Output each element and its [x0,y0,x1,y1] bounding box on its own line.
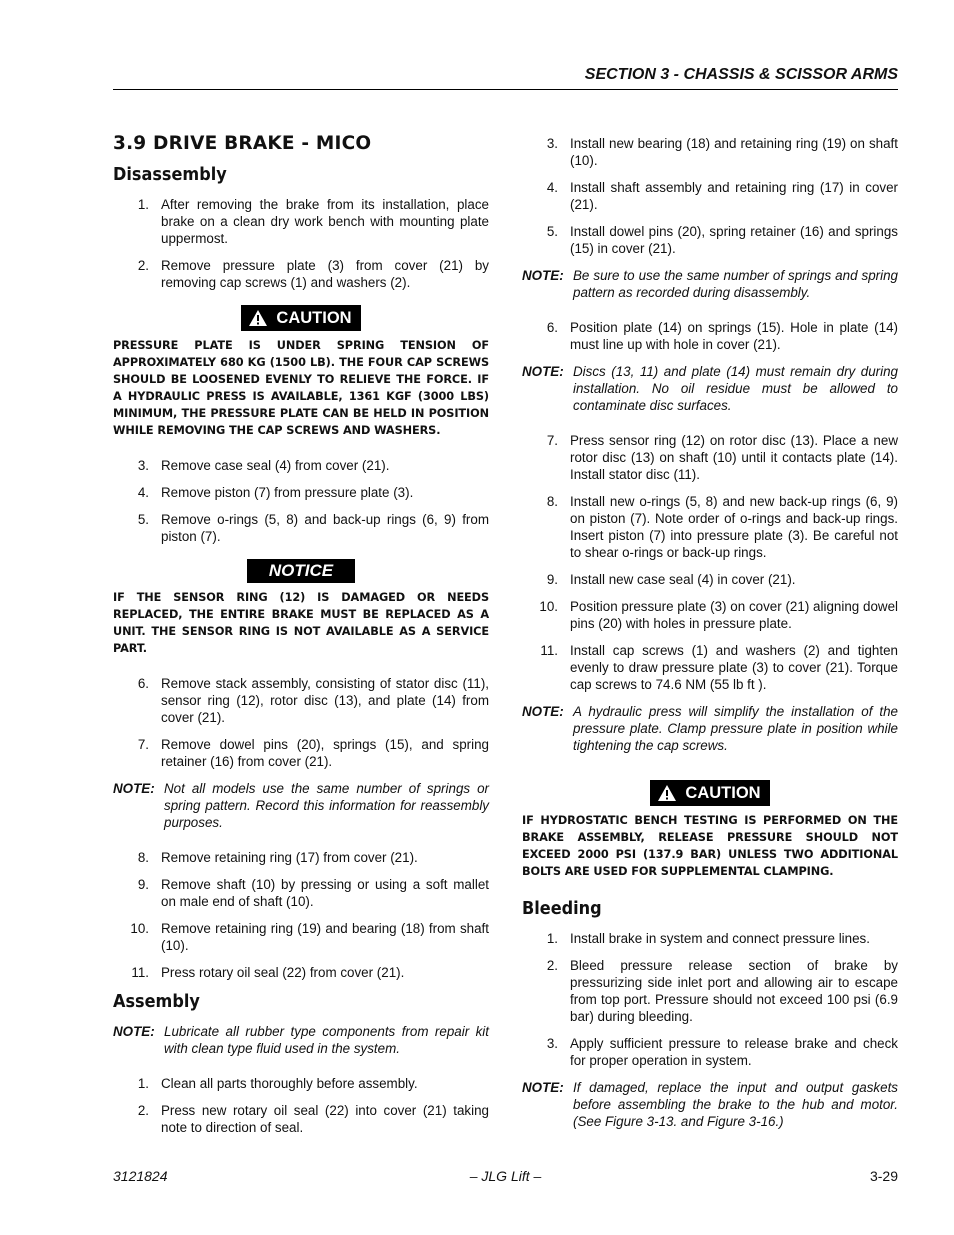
list-item [522,493,898,561]
list-item [113,849,489,866]
step-number: 10. [130,921,149,936]
note [522,1079,898,1130]
notice-text: IF THE SENSOR RING (12) IS DAMAGED OR NEEDS REPLACED, THE ENTIRE BRAKE MUST BE REPLACED AS A UNIT. THE SENSOR RING IS NOT AVAILABLE AS A SERVICE PART. [113,591,489,655]
step-number: 11. [540,643,558,658]
warning-triangle-icon [657,784,677,802]
left-column [113,132,489,1146]
list-item [522,571,898,588]
note-label: NOTE: [522,268,564,283]
step-number: 2. [546,958,558,973]
list-item [113,1102,489,1136]
note [522,267,898,301]
caution-label: CAUTION [276,308,352,327]
doc-number: 3121824 [113,1168,168,1184]
list-item [522,319,898,353]
step-number: 2. [137,258,149,273]
step-number: 5. [137,512,149,527]
list-item [113,876,489,910]
disassembly-steps-a [113,196,489,291]
caution-banner [522,780,898,806]
step-number: 6. [546,320,558,335]
step-number: 7. [137,737,149,752]
disassembly-steps-d [113,849,489,981]
assembly-heading: Assembly [113,992,200,1012]
note-label: NOTE: [113,1024,155,1039]
right-column [522,135,898,1148]
step-number: 9. [546,572,558,587]
list-item [522,179,898,213]
step-text: Install cap screws (1) and washers (2) and tighten evenly to draw pressure plate (3) to cover (21). Torque cap screws to 74.6 NM (55 lb ft ). [570,643,898,692]
step-text: Remove stack assembly, consisting of stator disc (11), sensor ring (12), rotor disc (13), and plate (14) from cover (21). [161,676,489,725]
note-text: If damaged, replace the input and output gaskets before assembling the brake to the hub and motor. (See Figure 3-13. and Figure 3-16.) [573,1080,898,1129]
list-item [522,135,898,169]
bleeding-steps [522,930,898,1069]
page-number: 3-29 [869,1168,898,1184]
step-text: Clean all parts thoroughly before assembly. [161,1076,418,1091]
step-number: 1. [137,197,149,212]
note [522,363,898,414]
list-item [113,964,489,981]
list-item [522,930,898,947]
note-text: A hydraulic press will simplify the installation of the pressure plate. Clamp pressure plate in position while tightening the cap screws. [573,704,898,753]
list-item [113,196,489,247]
step-text: Remove o-rings (5, 8) and back-up rings (6, 9) from piston (7). [161,512,489,544]
bleeding-heading: Bleeding [522,899,602,919]
caution-banner [113,305,489,331]
list-item [522,598,898,632]
step-text: Remove retaining ring (19) and bearing (18) from shaft (10). [161,921,489,953]
section-header: SECTION 3 - CHASSIS & SCISSOR ARMS [584,66,898,83]
notice-banner [113,559,489,583]
step-text: Press rotary oil seal (22) from cover (21). [161,965,405,980]
list-item [113,511,489,545]
caution-label: CAUTION [685,783,761,802]
note [113,780,489,831]
step-text: Remove retaining ring (17) from cover (21). [161,850,418,865]
list-item [113,484,489,501]
step-number: 8. [137,850,149,865]
list-item [522,957,898,1025]
step-text: Remove pressure plate (3) from cover (21) by removing cap screws (1) and washers (2). [161,258,489,290]
step-number: 2. [137,1103,149,1118]
list-item [113,920,489,954]
step-number: 4. [137,485,149,500]
step-number: 8. [546,494,558,509]
step-number: 3. [137,458,149,473]
step-text: Press new rotary oil seal (22) into cover (21) taking note to direction of seal. [161,1103,489,1135]
step-text: Position plate (14) on springs (15). Hole in plate (14) must line up with hole in cover (21). [570,320,898,352]
disassembly-steps-b [113,457,489,545]
step-text: Install new case seal (4) in cover (21). [570,572,796,587]
note-label: NOTE: [522,364,564,379]
list-item [522,223,898,257]
step-text: Remove case seal (4) from cover (21). [161,458,390,473]
disassembly-heading: Disassembly [113,165,227,185]
step-text: Install shaft assembly and retaining ring (17) in cover (21). [570,180,898,212]
step-number: 7. [546,433,558,448]
step-text: Apply sufficient pressure to release brake and check for proper operation in system. [570,1036,898,1068]
step-number: 1. [137,1076,149,1091]
step-text: After removing the brake from its installation, place brake on a clean dry work bench with mounting plate uppermost. [161,197,489,246]
list-item [522,642,898,693]
note-label: NOTE: [522,1080,564,1095]
step-text: Position pressure plate (3) on cover (21) aligning dowel pins (20) with holes in pressure plate. [570,599,898,631]
step-text: Remove shaft (10) by pressing or using a soft mallet on male end of shaft (10). [161,877,489,909]
note-label: NOTE: [522,704,564,719]
step-text: Bleed pressure release section of brake by pressurizing side inlet port and allowing air to escape from top port. Pressure should not exceed 100 psi (6.9 bar) during bleeding. [570,958,898,1024]
note-text: Lubricate all rubber type components from repair kit with clean type fluid used in the system. [164,1024,489,1056]
header-rule [113,89,898,90]
note [113,1023,489,1057]
step-text: Press sensor ring (12) on rotor disc (13). Place a new rotor disc (13) on shaft (10) until it contacts plate (14). Install stator disc (11). [570,433,898,482]
step-text: Install new o-rings (5, 8) and new back-up rings (6, 9) on piston (7). Note order of o-rings and back-up rings. Insert piston (7) into pressure plate (3). Be careful not to shear o-rings or back-up rings. [570,494,898,560]
list-item [113,1075,489,1092]
disassembly-steps-c [113,675,489,770]
step-number: 10. [539,599,558,614]
step-text: Remove piston (7) from pressure plate (3). [161,485,414,500]
list-item [113,457,489,474]
caution-text: PRESSURE PLATE IS UNDER SPRING TENSION OF APPROXIMATELY 680 KG (1500 LB). THE FOUR CAP SCREWS SHOULD BE LOOSENED EVENLY TO RELIEVE THE FORCE. IF A HYDRAULIC PRESS IS AVAILABLE, 1361 KGF (3000 LBS) MINIMUM, THE PRESSURE PLATE CAN BE HELD IN POSITION WHILE REMOVING THE CAP SCREWS AND WASHERS. [113,339,489,437]
step-text: Remove dowel pins (20), springs (15), and spring retainer (16) from cover (21). [161,737,489,769]
list-item [522,432,898,483]
list-item [113,675,489,726]
note-text: Discs (13, 11) and plate (14) must remain dry during installation. No oil residue must be allowed to contaminate disc surfaces. [573,364,898,413]
section-title: 3.9 DRIVE BRAKE - MICO [113,133,372,154]
note-label: NOTE: [113,781,155,796]
note-text: Not all models use the same number of springs or spring pattern. Record this information for reassembly purposes. [164,781,489,830]
step-text: Install new bearing (18) and retaining ring (19) on shaft (10). [570,136,898,168]
note-text: Be sure to use the same number of springs and spring pattern as recorded during disassembly. [573,268,898,300]
list-item [113,257,489,291]
step-number: 11. [131,965,149,980]
step-number: 3. [546,1036,558,1051]
step-number: 9. [137,877,149,892]
caution-text: IF HYDROSTATIC BENCH TESTING IS PERFORMED ON THE BRAKE ASSEMBLY, RELEASE PRESSURE SHOULD NOT EXCEED 2000 PSI (137.9 BAR) UNLESS TWO ADDITIONAL BOLTS ARE USED FOR SUPPLEMENTAL CLAMPING. [522,814,898,878]
list-item [522,1035,898,1069]
footer-brand: – JLG Lift – [469,1168,542,1184]
note [522,703,898,754]
step-number: 1. [546,931,558,946]
step-text: Install dowel pins (20), spring retainer (16) and springs (15) in cover (21). [570,224,898,256]
step-number: 5. [546,224,558,239]
assembly-steps-a-left [113,1075,489,1136]
step-number: 6. [137,676,149,691]
step-text: Install brake in system and connect pressure lines. [570,931,870,946]
warning-triangle-icon [248,309,268,327]
assembly-steps-c [522,432,898,693]
assembly-steps-a-right [522,135,898,257]
step-number: 4. [546,180,558,195]
caution-label-box [241,305,360,331]
notice-label: NOTICE [247,559,355,583]
assembly-steps-b [522,319,898,353]
caution-label-box [650,780,769,806]
step-number: 3. [546,136,558,151]
list-item [113,736,489,770]
